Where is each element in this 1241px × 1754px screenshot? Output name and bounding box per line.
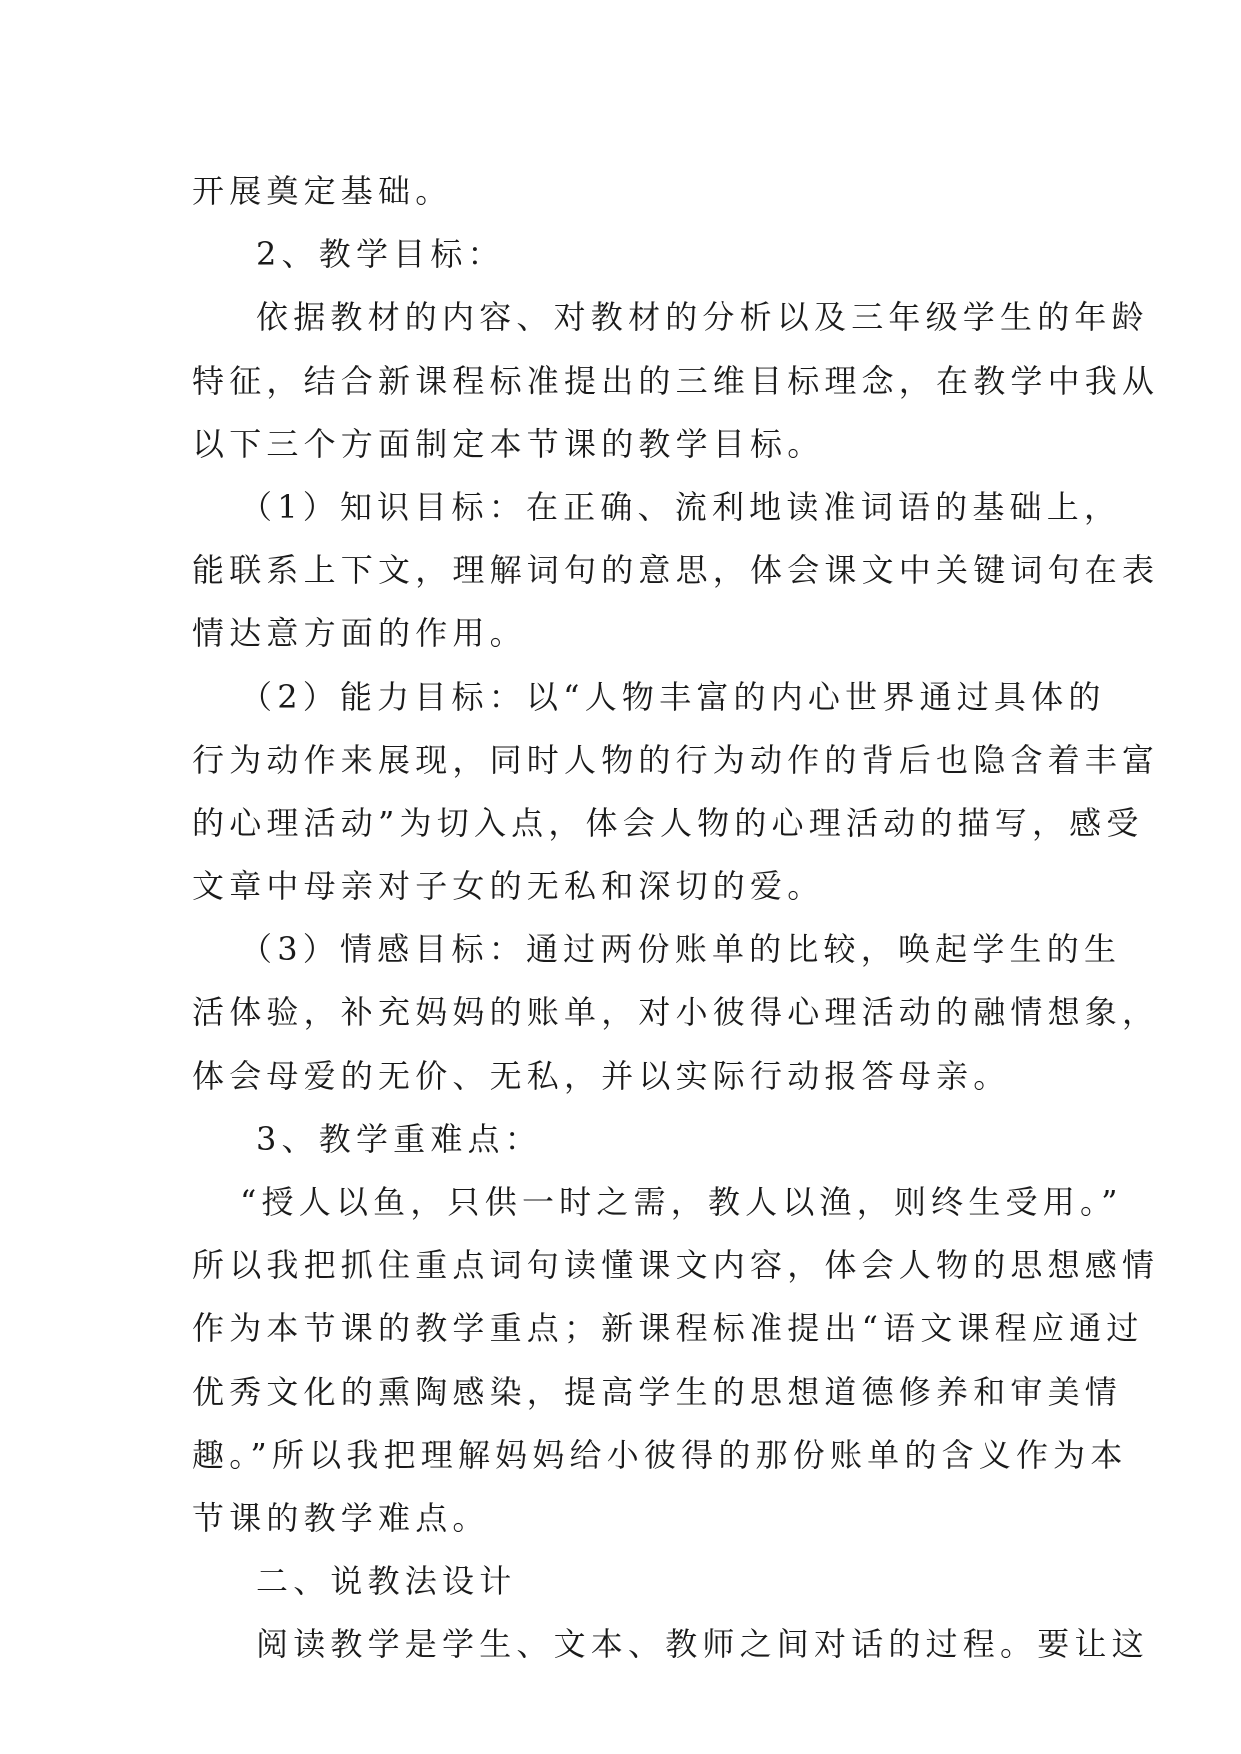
section-heading-key-points: 3、教学重难点： <box>256 1119 542 1158</box>
paragraph-line: 作为本节课的教学重点；新课程标准提出“语文课程应通过 <box>192 1309 1144 1348</box>
paragraph-line: 行为动作来展现，同时人物的行为动作的背后也隐含着丰富 <box>192 740 1160 779</box>
paragraph-line: 节课的教学难点。 <box>192 1498 490 1537</box>
paragraph-line: 的心理活动”为切入点，体会人物的心理活动的描写，感受 <box>192 803 1144 842</box>
paragraph-line: 体会母爱的无价、无私，并以实际行动报答母亲。 <box>192 1056 1011 1095</box>
paragraph-line: 趣。”所以我把理解妈妈给小彼得的那份账单的含义作为本 <box>192 1435 1128 1474</box>
document-body <box>192 160 1160 1677</box>
paragraph-line: 阅读教学是学生、文本、教师之间对话的过程。要让这 <box>256 1625 1149 1664</box>
section-heading-teaching-goals: 2、教学目标： <box>256 235 505 274</box>
paragraph-line: 开展奠定基础。 <box>192 172 453 210</box>
paragraph-line: 以下三个方面制定本节课的教学目标。 <box>192 424 825 463</box>
goal-emotion-line: （3）情感目标：通过两份账单的比较，唤起学生的生 <box>240 930 1122 969</box>
goal-ability-line: （2）能力目标：以“人物丰富的内心世界通过具体的 <box>240 677 1106 716</box>
paragraph-line: 特征，结合新课程标准提出的三维目标理念，在教学中我从 <box>192 361 1160 400</box>
paragraph-line: 依据教材的内容、对教材的分析以及三年级学生的年龄 <box>256 298 1149 337</box>
section-heading-teaching-method: 二、说教法设计 <box>256 1562 517 1601</box>
paragraph-line: 活体验，补充妈妈的账单，对小彼得心理活动的融情想象， <box>192 993 1160 1032</box>
paragraph-line: 优秀文化的熏陶感染，提高学生的思想道德修养和审美情 <box>192 1372 1123 1411</box>
goal-knowledge-line: （1）知识目标：在正确、流利地读准词语的基础上， <box>240 487 1122 526</box>
paragraph-line: 能联系上下文，理解词句的意思，体会课文中关键词句在表 <box>192 551 1160 590</box>
quote-line: “授人以鱼，只供一时之需，教人以渔，则终生受用。” <box>240 1183 1123 1221</box>
paragraph-line: 情达意方面的作用。 <box>192 614 527 653</box>
paragraph-line: 所以我把抓住重点词句读懂课文内容，体会人物的思想感情 <box>192 1246 1160 1285</box>
paragraph-line: 文章中母亲对子女的无私和深切的爱。 <box>192 867 825 906</box>
